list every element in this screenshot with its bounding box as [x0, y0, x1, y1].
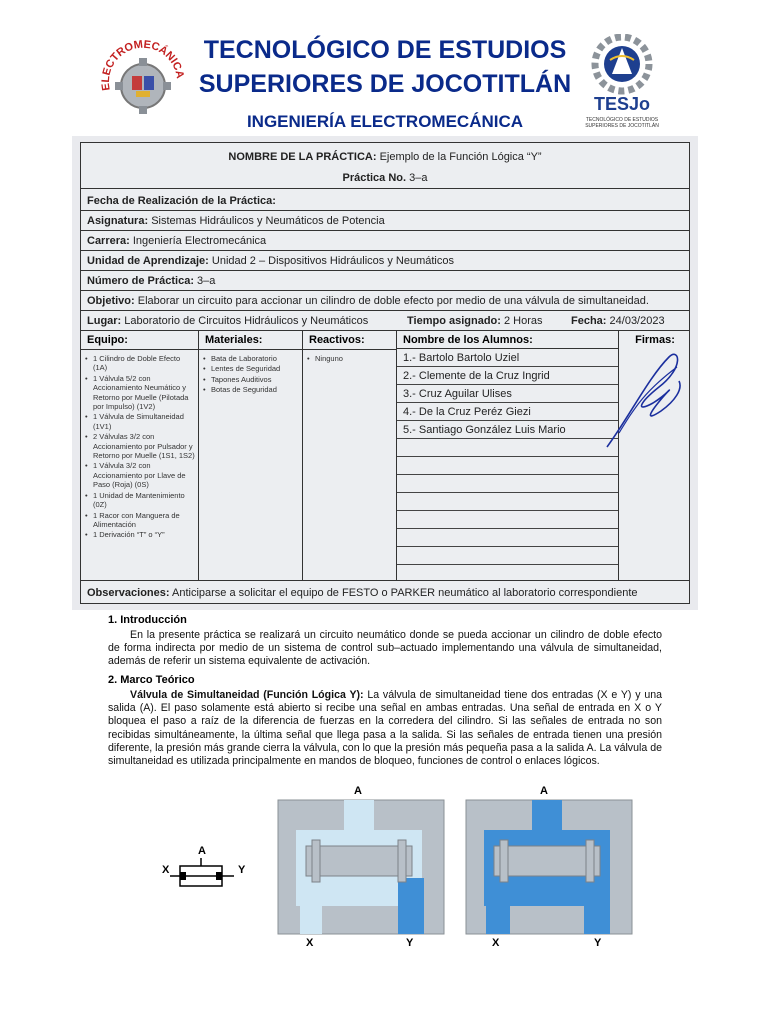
career-row	[81, 231, 689, 251]
theory-heading: 2. Marco Teórico	[108, 674, 195, 686]
place-value: Laboratorio de Circuitos Hidráulicos y Neumáticos	[124, 315, 369, 327]
career-value: Ingeniería Electromecánica	[132, 235, 267, 247]
subject-row	[81, 211, 689, 231]
intro-heading: 1. Introducción	[108, 614, 187, 626]
subject-label: Asignatura:	[87, 215, 149, 227]
signature-icon	[599, 337, 691, 457]
logo-arc-text: ELECTROMECÁNICA	[99, 38, 186, 92]
materiales-item: • Bata de Laboratorio	[203, 354, 300, 363]
materiales-column	[199, 331, 303, 580]
equipo-item: • 1 Derivación “T” o “Y”	[85, 530, 196, 539]
objective-row	[81, 291, 689, 311]
firmas-column	[619, 331, 691, 580]
equipo-item: • 1 Cilindro de Doble Efecto (1A)	[85, 354, 196, 373]
career-label: Carrera:	[87, 235, 130, 247]
place-label: Lugar:	[87, 315, 122, 327]
empty-student-row	[397, 547, 618, 565]
materiales-item: • Lentes de Seguridad	[203, 364, 300, 373]
tesjo-brand: TESJo	[593, 94, 651, 114]
empty-student-row	[397, 493, 618, 511]
number-row	[81, 271, 689, 291]
practice-no-value: 3–a	[409, 172, 428, 184]
observations-row	[81, 581, 689, 605]
date-label: Fecha de Realización de la Práctica:	[87, 195, 276, 207]
equipo-item: • 1 Válvula de Simultaneidad (1V1)	[85, 412, 196, 431]
institution-title-line2: SUPERIORES DE JOCOTITLÁN	[198, 70, 572, 98]
valve1-a-label: A	[354, 785, 362, 797]
equipo-column	[81, 331, 199, 580]
valve2-x-label: X	[492, 937, 500, 949]
reactivos-header: Reactivos:	[303, 331, 396, 350]
symbol-y-label: Y	[238, 864, 246, 876]
reactivos-list	[303, 350, 396, 363]
practice-no-row	[81, 167, 689, 189]
symbol-a-label: A	[198, 845, 206, 857]
equipo-list	[81, 350, 198, 540]
valve1-y-label: Y	[406, 937, 414, 949]
intro-paragraph: En la presente práctica se realizará un circuito neumático donde se pueda accionar un cilindro de doble efecto de forma indirecta por medio de un sistema de control sub–actuado implementando una válvula de simultaneidad, además de referir un sistema equivalente de activación.	[108, 629, 662, 668]
student-row: 5.- Santiago González Luis Mario	[397, 421, 618, 439]
student-row: 2.- Clemente de la Cruz Ingrid	[397, 367, 618, 385]
empty-student-row	[397, 511, 618, 529]
valve2-y-label: Y	[594, 937, 602, 949]
program-subtitle: INGENIERÍA ELECTROMECÁNICA	[246, 112, 524, 131]
materiales-item: • Tapones Auditivos	[203, 375, 300, 384]
objective-value: Elaborar un circuito para accionar un cilindro de doble efecto por medio de una válvula de simultaneidad.	[137, 295, 649, 307]
student-row: 4.- De la Cruz Peréz Giezi	[397, 403, 618, 421]
equipo-item: • 1 Válvula 3/2 con Accionamiento por Llave de Paso (Roja) (0S)	[85, 461, 196, 489]
fecha-label: Fecha:	[571, 315, 607, 327]
empty-student-row	[397, 439, 618, 457]
theory-paragraph	[108, 689, 662, 768]
unit-value: Unidad 2 – Dispositivos Hidráulicos y Neumáticos	[211, 255, 454, 267]
materiales-item: • Botas de Seguridad	[203, 385, 300, 394]
practice-form-scan	[72, 136, 698, 610]
subject-value: Sistemas Hidráulicos y Neumáticos de Potencia	[151, 215, 385, 227]
institution-title-line1: TECNOLÓGICO DE ESTUDIOS	[203, 36, 567, 64]
equipo-item: • 1 Unidad de Mantenimiento (0Z)	[85, 491, 196, 510]
reactivos-column	[303, 331, 397, 580]
place-row	[81, 311, 689, 331]
observations-value: Anticiparse a solicitar el equipo de FESTO o PARKER neumático al laboratorio correspondiente	[172, 587, 638, 599]
valve2-a-label: A	[540, 785, 548, 797]
valve1-x-label: X	[306, 937, 314, 949]
practice-no-label: Práctica No.	[342, 172, 407, 184]
materiales-list	[199, 350, 302, 395]
unit-row	[81, 251, 689, 271]
objective-label: Objetivo:	[87, 295, 135, 307]
date-row	[81, 191, 689, 211]
firmas-header: Firmas:	[635, 334, 675, 346]
materiales-header: Materiales:	[199, 331, 302, 350]
tesjo-caption1: TECNOLÓGICO DE ESTUDIOS	[585, 117, 659, 123]
alumnos-column	[397, 331, 619, 580]
practice-name-row	[81, 143, 689, 167]
equipo-item: • 2 Válvulas 3/2 con Accionamiento por Pulsador y Retorno por Muelle (1S1, 1S2)	[85, 432, 196, 460]
and-valve-section-left	[272, 782, 452, 952]
practice-form	[80, 142, 690, 604]
empty-student-row	[397, 457, 618, 475]
electromecanica-logo	[98, 38, 188, 128]
student-row: 1.- Bartolo Bartolo Uziel	[397, 349, 618, 367]
empty-student-row	[397, 529, 618, 547]
time-value: 2 Horas	[503, 315, 543, 327]
time-field	[407, 311, 543, 331]
theory-body: La válvula de simultaneidad tiene dos entradas (X e Y) y una salida (A). El paso solamente está abierto si recibe una señal en ambas entradas. Una señal de entrada en X o Y bloquea el paso a raíz de la diferencia de fuerzas en la corredera del cilindro. Si las señales de entrada no son recibidas simultáneamente, la última señal que llega pasa a la salida. Si las señales de entrada tienen una presión diferente, la presión más grande cierra la válvula, con lo que la presión más pequeña pasa a la salida A. La válvula de simultaneidad es utilizada principalmente en mandos de bloqueo, funciones de control o enlaces lógicos.	[108, 689, 662, 768]
practice-name-value: Ejemplo de la Función Lógica “Y”	[379, 151, 542, 163]
alumnos-header: Nombre de los Alumnos:	[397, 331, 618, 349]
student-row: 3.- Cruz Aguilar Ulises	[397, 385, 618, 403]
and-valve-symbol	[158, 836, 258, 896]
tesjo-logo	[582, 34, 662, 134]
number-label: Número de Práctica:	[87, 275, 194, 287]
time-label: Tiempo asignado:	[407, 315, 501, 327]
reactivos-item: • Ninguno	[307, 354, 394, 363]
equipo-item: • 1 Válvula 5/2 con Accionamiento Neumático y Retorno por Muelle (Pilotada por Impulso) (1V2)	[85, 374, 196, 412]
equipo-item: • 1 Racor con Manguera de Alimentación	[85, 511, 196, 530]
resources-table	[81, 331, 689, 581]
equipo-header: Equipo:	[81, 331, 198, 350]
symbol-x-label: X	[162, 864, 170, 876]
practice-name-label: NOMBRE DE LA PRÁCTICA:	[228, 151, 377, 163]
fecha-value: 24/03/2023	[609, 315, 665, 327]
theory-lead: Válvula de Simultaneidad (Función Lógica Y):	[130, 689, 364, 701]
fecha-field	[571, 311, 665, 331]
tesjo-caption2: SUPERIORES DE JOCOTITLÁN	[585, 123, 659, 129]
and-valve-section-right	[462, 782, 642, 952]
number-value: 3–a	[197, 275, 216, 287]
empty-student-row	[397, 475, 618, 493]
observations-label: Observaciones:	[87, 587, 170, 599]
unit-label: Unidad de Aprendizaje:	[87, 255, 209, 267]
